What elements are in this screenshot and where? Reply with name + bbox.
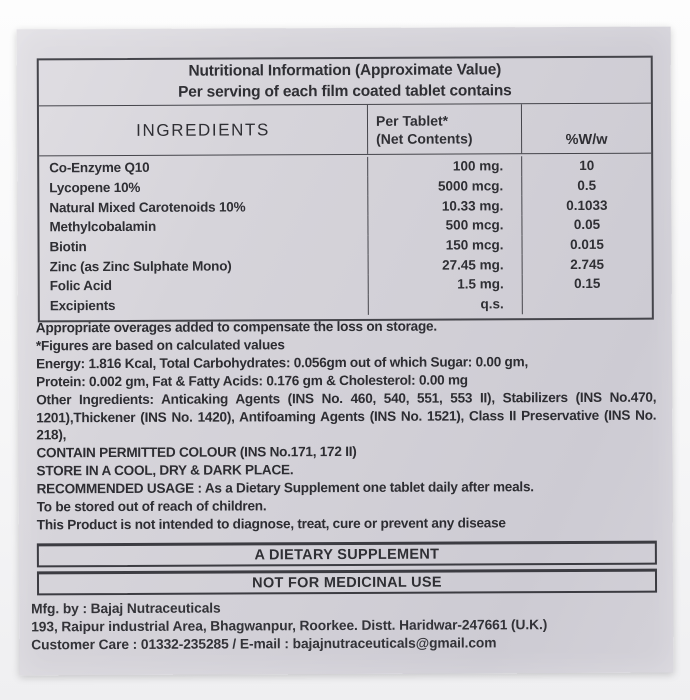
manufacturer-address: 193, Raipur industrial Area, Bhagwanpur, Roorkee. Distt. Haridwar-247661 (U.K.) xyxy=(31,617,548,635)
ingredient-name: Natural Mixed Carotenoids 10% xyxy=(49,199,246,216)
per-tablet-column-header xyxy=(367,104,522,154)
table-title-line2: Per serving of each film coated tablet contains xyxy=(178,82,512,101)
table-row xyxy=(39,156,651,178)
banner-not-medicinal-use: NOT FOR MEDICINAL USE xyxy=(37,569,657,596)
note-storage: STORE IN A COOL, DRY & DARK PLACE. xyxy=(36,462,294,479)
table-header-row xyxy=(39,104,651,157)
ingredient-ww: 0.1033 xyxy=(566,197,608,213)
ingredient-amount: 150 mcg. xyxy=(367,235,522,255)
table-row xyxy=(40,293,652,315)
ingredient-amount: 1.5 mg. xyxy=(368,274,523,294)
table-title xyxy=(39,58,651,107)
table-row xyxy=(40,234,652,256)
note-protein: Protein: 0.002 gm, Fat & Fatty Acids: 0.176 gm & Cholesterol: 0.00 mg xyxy=(36,372,468,390)
ingredient-amount: 10.33 mg. xyxy=(367,196,522,216)
table-body xyxy=(39,154,652,320)
per-tablet-header-line2: (Net Contents) xyxy=(376,129,473,147)
ingredient-name: Co-Enzyme Q10 xyxy=(49,160,150,176)
manufacturer-block xyxy=(31,598,661,655)
note-recommended-usage: RECOMMENDED USAGE : As a Dietary Supplement one tablet daily after meals. xyxy=(36,479,534,497)
ingredient-ww: 0.15 xyxy=(574,276,601,292)
manufacturer-name: Mfg. by : Bajaj Nutraceuticals xyxy=(31,600,221,617)
ingredient-ww: 10 xyxy=(579,158,595,174)
ingredient-ww: 2.745 xyxy=(570,256,605,272)
table-row xyxy=(39,215,651,237)
table-row xyxy=(39,175,651,197)
note-figures: *Figures are based on calculated values xyxy=(35,337,285,354)
ingredient-ww: 0.015 xyxy=(570,236,604,253)
ingredient-name: Zinc (as Zinc Sulphate Mono) xyxy=(49,258,232,275)
ingredient-amount: 27.45 mg. xyxy=(368,255,523,275)
note-overages: Appropriate overages added to compensate the loss on storage. xyxy=(35,318,437,336)
nutrition-table xyxy=(37,56,654,322)
note-disclaimer: This Product is not intended to diagnose, treat, cure or prevent any disease xyxy=(36,515,506,533)
ingredient-ww: 0.5 xyxy=(577,177,597,194)
table-row xyxy=(40,254,652,276)
ingredient-amount: 500 mcg. xyxy=(367,215,522,235)
ingredient-amount: 5000 mcg. xyxy=(367,176,522,196)
ingredient-name: Excipients xyxy=(49,298,116,314)
note-children: To be stored out of reach of children. xyxy=(36,498,267,515)
ingredient-name: Lycopene 10% xyxy=(49,179,141,196)
ingredient-name: Folic Acid xyxy=(49,278,112,294)
table-row xyxy=(39,195,651,217)
ingredient-ww: 0.05 xyxy=(573,217,601,233)
product-label-panel xyxy=(17,27,674,676)
table-title-line1: Nutritional Information (Approximate Value) xyxy=(188,61,502,80)
ingredient-name: Methylcobalamin xyxy=(49,219,157,235)
ingredients-column-header: INGREDIENTS xyxy=(136,119,270,140)
note-other-ingredients: Other Ingredients: Anticaking Agents (INS No. 460, 540, 551, 553 II), Stabilizers (INS No.470, 1201),Thickener (INS No. 1420), Antifoaming Agents (INS No. 1521), Class II Preservative (INS No. 218), xyxy=(36,389,657,443)
ingredient-ww xyxy=(523,303,652,304)
note-permitted-colour: CONTAIN PERMITTED COLOUR (INS No.171, 172 II) xyxy=(36,444,357,461)
note-energy: Energy: 1.816 Kcal, Total Carbohydrates: 0.056gm out of which Sugar: 0.00 gm, xyxy=(36,354,529,372)
ingredient-name: Biotin xyxy=(49,239,87,255)
ingredient-amount: 100 mg. xyxy=(367,156,522,176)
manufacturer-contact: Customer Care : 01332-235285 / E-mail : bajajnutraceuticals@gmail.com xyxy=(31,635,497,653)
ww-column-header: %W/w xyxy=(565,131,608,149)
table-row xyxy=(40,274,652,296)
notes-block xyxy=(36,317,657,535)
ingredient-amount: q.s. xyxy=(368,294,523,314)
per-tablet-header-line1: Per Tablet* xyxy=(375,112,449,129)
banner-dietary-supplement: A DIETARY SUPPLEMENT xyxy=(37,541,657,568)
